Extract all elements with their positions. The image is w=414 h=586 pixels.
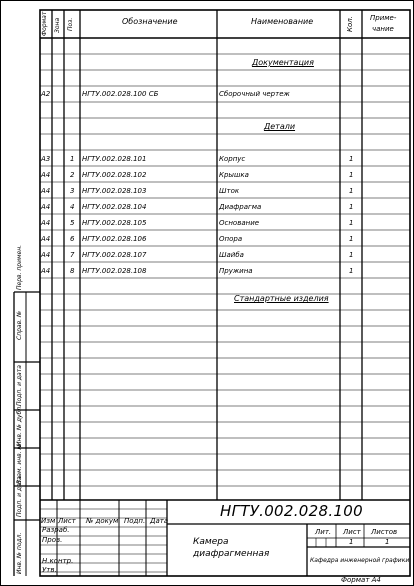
tb-doc-number: НГТУ.002.028.100 xyxy=(220,502,363,520)
part-name: Опора xyxy=(219,235,243,243)
part-format: А4 xyxy=(41,251,51,259)
tb-title-line2: диафрагменная xyxy=(193,549,270,559)
part-pos: 8 xyxy=(70,267,75,275)
part-name: Шайба xyxy=(219,251,244,259)
tb-listov-value: 1 xyxy=(385,538,390,546)
part-pos: 3 xyxy=(70,187,75,195)
part-name: Крышка xyxy=(219,171,249,179)
part-name: Шток xyxy=(219,187,240,195)
tb-n-kontr: Н.контр. xyxy=(42,557,74,565)
part-pos: 4 xyxy=(70,203,75,211)
tb-col-izm: Изм xyxy=(41,517,56,525)
tb-prov: Пров. xyxy=(42,536,63,544)
part-pos: 5 xyxy=(70,219,75,227)
tb-utv: Утв. xyxy=(42,566,57,574)
stamp-inv-podl: Инв. № подл. xyxy=(16,532,23,574)
part-designation: НГТУ.002.028.102 xyxy=(82,171,147,179)
part-designation: НГТУ.002.028.105 xyxy=(82,219,147,227)
tb-col-doc: № докум. xyxy=(86,517,121,525)
part-format: А4 xyxy=(41,267,51,275)
part-pos: 2 xyxy=(70,171,75,179)
part-format: А3 xyxy=(41,155,51,163)
part-designation: НГТУ.002.028.106 xyxy=(82,235,147,243)
tb-listov: Листов xyxy=(371,528,398,536)
header-qty: Кол. xyxy=(346,16,354,32)
part-qty: 1 xyxy=(349,203,354,211)
tb-organization: Кафедра инженерной графики xyxy=(310,557,410,564)
header-note-line2: чание xyxy=(372,25,394,33)
part-qty: 1 xyxy=(349,235,354,243)
tb-col-list: Лист xyxy=(58,517,76,525)
tb-col-data: Дата xyxy=(150,517,169,525)
header-designation: Обозначение xyxy=(122,17,178,26)
stamp-inv-dubl: Инв. № дубл. xyxy=(16,404,23,446)
stamp-perv-primen: Перв. примен. xyxy=(16,244,23,290)
stamp-podp-data-1: Подп. и дата xyxy=(16,365,23,406)
tb-list: Лист xyxy=(343,528,361,536)
section-parts: Детали xyxy=(264,122,296,131)
part-designation: НГТУ.002.028.107 xyxy=(82,251,147,259)
part-qty: 1 xyxy=(349,187,354,195)
header-note-line1: Приме- xyxy=(370,14,397,22)
part-designation: НГТУ.002.028.104 xyxy=(82,203,147,211)
section-documentation: Документация xyxy=(252,58,314,67)
part-qty: 1 xyxy=(349,171,354,179)
part-format: А4 xyxy=(41,171,51,179)
part-designation: НГТУ.002.028.103 xyxy=(82,187,147,195)
stamp-podp-data-2: Подп. и дата xyxy=(16,476,23,517)
part-qty: 1 xyxy=(349,219,354,227)
part-format: А4 xyxy=(41,187,51,195)
part-qty: 1 xyxy=(349,155,354,163)
format-label: Формат А4 xyxy=(341,576,381,584)
part-format: А4 xyxy=(41,203,51,211)
tb-lit: Лит. xyxy=(315,528,332,536)
part-format: А4 xyxy=(41,219,51,227)
doc-row-format: А2 xyxy=(41,90,51,98)
part-pos: 1 xyxy=(70,155,75,163)
part-name: Диафрагма xyxy=(219,203,262,211)
part-pos: 7 xyxy=(70,251,75,259)
tb-col-podp: Подп. xyxy=(124,517,146,525)
part-designation: НГТУ.002.028.101 xyxy=(82,155,147,163)
part-qty: 1 xyxy=(349,251,354,259)
part-format: А4 xyxy=(41,235,51,243)
part-qty: 1 xyxy=(349,267,354,275)
part-pos: 6 xyxy=(70,235,75,243)
part-name: Основание xyxy=(219,219,260,227)
stamp-vzam-inv: Взам. инв. № xyxy=(16,443,23,484)
header-name: Наименование xyxy=(251,17,314,26)
tb-razrab: Разраб. xyxy=(42,526,70,534)
part-name: Пружина xyxy=(219,267,253,275)
part-name: Корпус xyxy=(219,155,246,163)
section-standard: Стандартные изделия xyxy=(234,294,329,303)
header-pos: Поз. xyxy=(67,17,74,31)
header-format: Формат xyxy=(41,11,48,36)
tb-title-line1: Камера xyxy=(193,537,229,547)
doc-row-designation: НГТУ.002.028.100 СБ xyxy=(82,90,159,98)
tb-list-value: 1 xyxy=(349,538,354,546)
header-zone: Зона xyxy=(54,17,61,33)
doc-row-name: Сборочный чертеж xyxy=(219,90,290,98)
stamp-sprav-no: Справ. № xyxy=(16,310,23,340)
part-designation: НГТУ.002.028.108 xyxy=(82,267,147,275)
